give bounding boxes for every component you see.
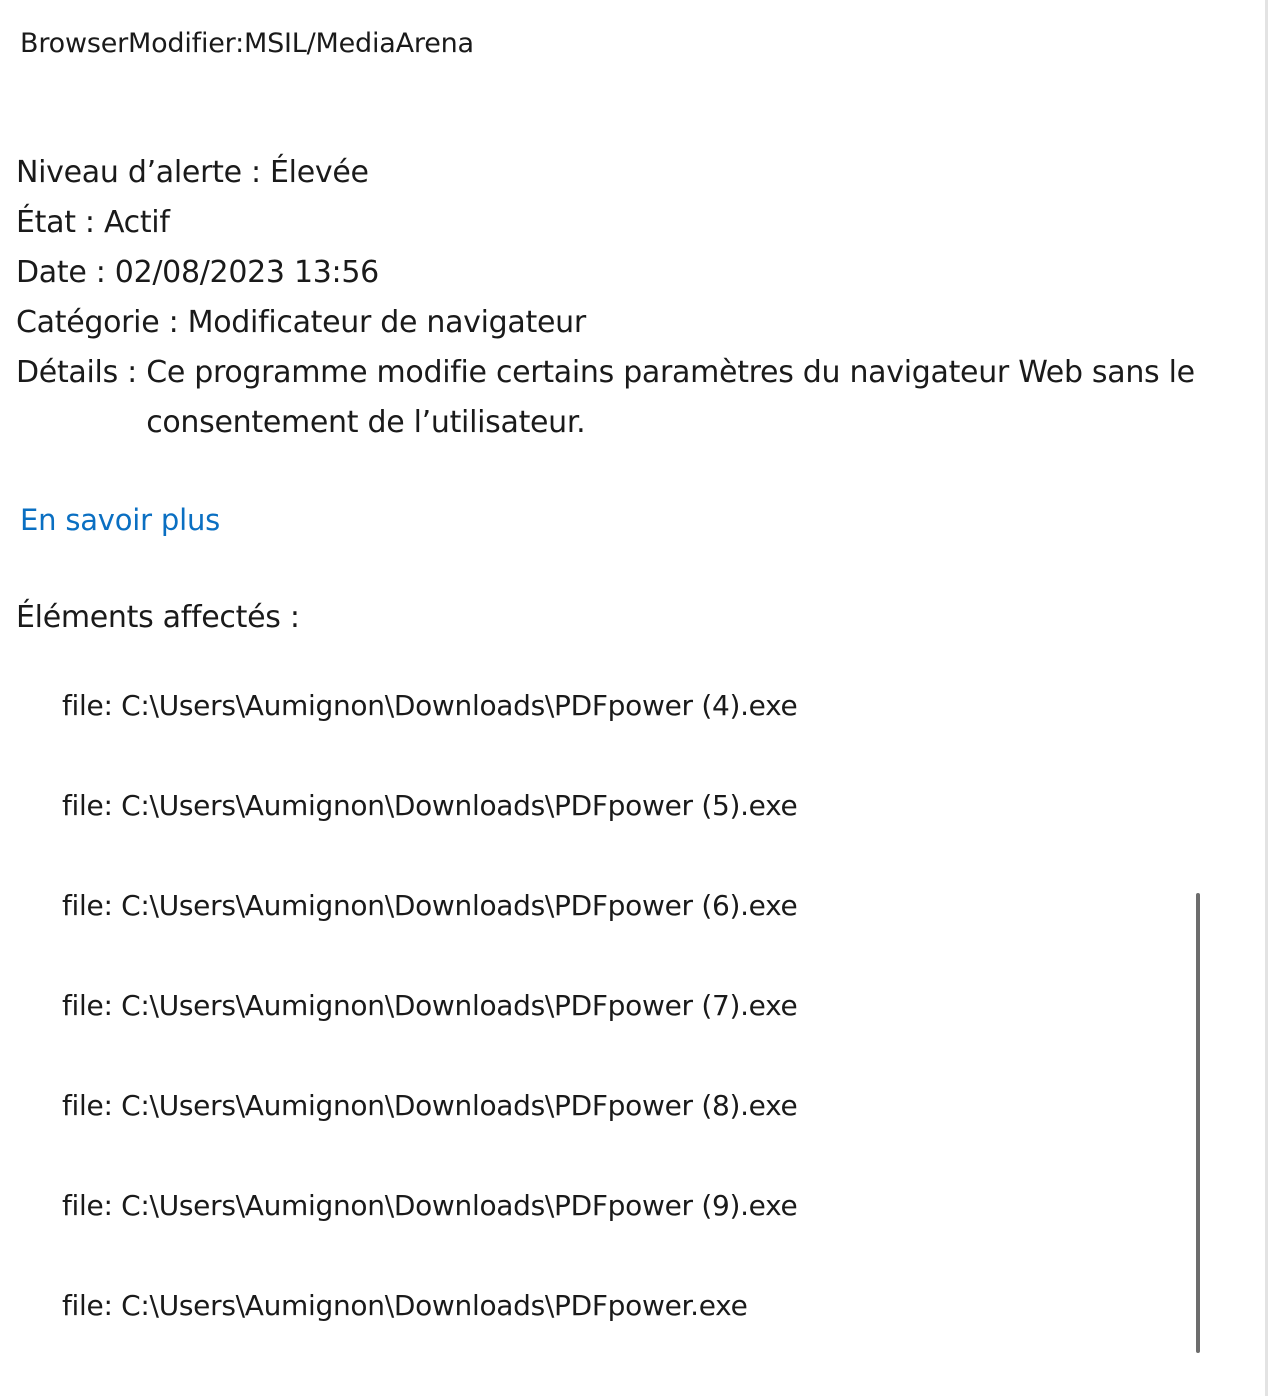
threat-details bbox=[16, 148, 1226, 448]
status-label: État : bbox=[16, 205, 104, 240]
affected-file-item: file: C:\Users\Aumignon\Downloads\PDFpower (8).exe bbox=[62, 1089, 798, 1122]
affected-items-heading: Éléments affectés : bbox=[16, 600, 300, 635]
category-label: Catégorie : bbox=[16, 305, 188, 340]
affected-list-scrollbar[interactable] bbox=[1196, 893, 1200, 1353]
affected-items-scroll-content bbox=[0, 636, 1230, 1356]
description-row bbox=[16, 348, 1226, 448]
alert-level-row bbox=[16, 148, 1226, 198]
learn-more-link[interactable]: En savoir plus bbox=[20, 503, 221, 537]
affected-file-item: file: C:\Users\Aumignon\Downloads\PDFpower (5).exe bbox=[62, 789, 798, 822]
affected-file-item: file: C:\Users\Aumignon\Downloads\PDFpower (9).exe bbox=[62, 1189, 798, 1222]
affected-file-item: file: C:\Users\Aumignon\Downloads\PDFpower (6).exe bbox=[62, 889, 798, 922]
description-label: Détails : bbox=[16, 355, 147, 390]
affected-file-item: file: C:\Users\Aumignon\Downloads\PDFpower (7).exe bbox=[62, 989, 798, 1022]
affected-file-item: file: C:\Users\Aumignon\Downloads\PDFpower (4).exe bbox=[62, 689, 798, 722]
date-value: 02/08/2023 13:56 bbox=[114, 255, 379, 290]
alert-level-value: Élevée bbox=[270, 155, 369, 190]
category-value: Modificateur de navigateur bbox=[187, 305, 586, 340]
status-row bbox=[16, 198, 1226, 248]
category-row bbox=[16, 298, 1226, 348]
status-value: Actif bbox=[103, 205, 170, 240]
threat-name: BrowserModifier:MSIL/MediaArena bbox=[20, 28, 474, 59]
affected-file-item: file: C:\Users\Aumignon\Downloads\PDFpower.exe bbox=[62, 1289, 748, 1322]
alert-level-label: Niveau d’alerte : bbox=[16, 155, 271, 190]
affected-items-list[interactable] bbox=[0, 636, 1230, 1396]
description-value: Ce programme modifie certains paramètres du navigateur Web sans le consentement de l’utilisateur. bbox=[146, 355, 1195, 440]
date-label: Date : bbox=[16, 255, 115, 290]
date-row bbox=[16, 248, 1226, 298]
